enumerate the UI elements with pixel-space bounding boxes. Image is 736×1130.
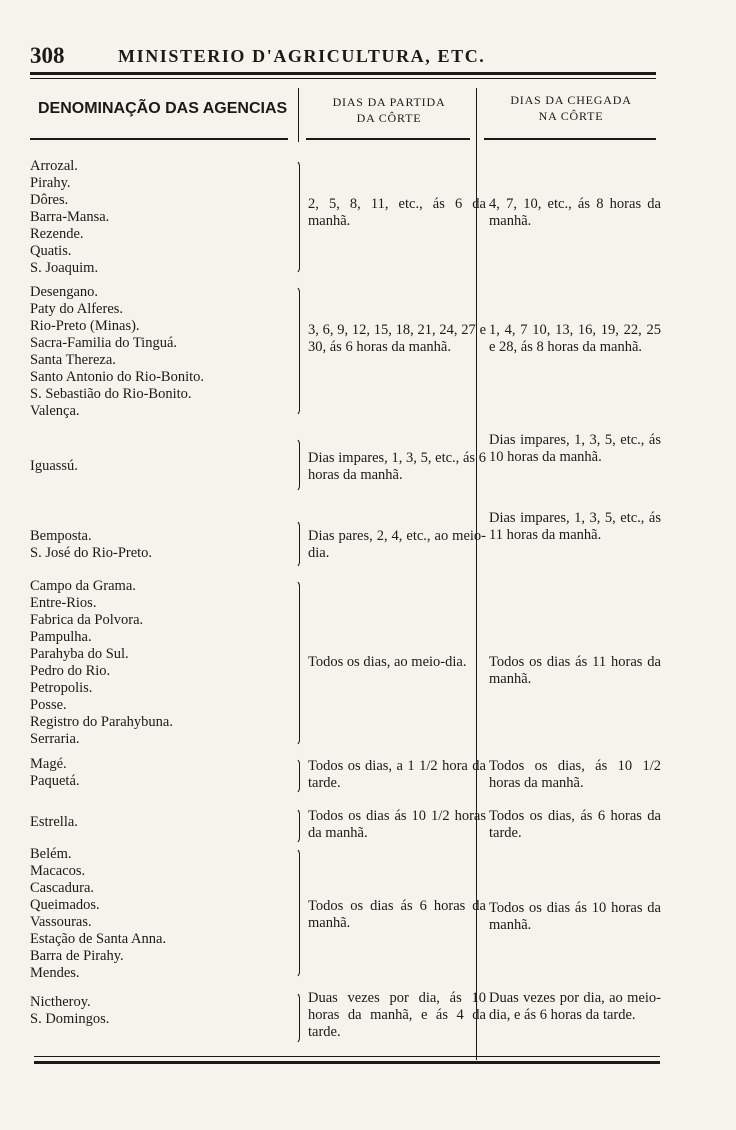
agency-name: Barra de Pirahy. bbox=[30, 948, 124, 964]
group-brace bbox=[294, 848, 300, 978]
group-brace bbox=[294, 438, 300, 492]
agency-name: Iguassú. bbox=[30, 458, 78, 474]
agency-names bbox=[30, 994, 295, 1028]
bottom-rule-thin bbox=[34, 1056, 660, 1057]
agency-name: Arrozal. bbox=[30, 158, 78, 174]
agency-names bbox=[30, 528, 295, 562]
top-rule-thick bbox=[30, 72, 656, 75]
agency-name: S. Domingos. bbox=[30, 1011, 110, 1027]
agency-group bbox=[30, 578, 660, 750]
agency-group bbox=[30, 158, 660, 278]
column-heading-agencies: DENOMINAÇÃO DAS AGENCIAS bbox=[38, 100, 288, 117]
departure-heading-line1: DIAS DA PARTIDA bbox=[332, 95, 446, 109]
bottom-rule-thick bbox=[34, 1061, 660, 1064]
agency-name: Vassouras. bbox=[30, 914, 92, 930]
agency-name: Santo Antonio do Rio-Bonito. bbox=[30, 369, 205, 385]
arrival-schedule: 4, 7, 10, etc., ás 8 horas da manhã. bbox=[489, 196, 661, 229]
agency-name: Desengano. bbox=[30, 284, 99, 300]
agency-names bbox=[30, 458, 295, 475]
group-brace bbox=[294, 992, 300, 1044]
agency-name: Paty do Alferes. bbox=[30, 301, 124, 317]
agency-name: Paquetá. bbox=[30, 773, 80, 789]
agency-name: Magé. bbox=[30, 756, 67, 772]
agency-names bbox=[30, 846, 295, 982]
departure-heading-line2: DA CÔRTE bbox=[356, 111, 422, 125]
agency-names bbox=[30, 158, 295, 277]
agency-name: Parahyba do Sul. bbox=[30, 646, 129, 662]
departure-schedule: Dias pares, 2, 4, etc., ao meio-dia. bbox=[308, 528, 486, 561]
agency-name: Estação de Santa Anna. bbox=[30, 931, 167, 947]
page-number: 308 bbox=[30, 43, 65, 68]
group-brace bbox=[294, 286, 300, 416]
arrival-schedule: Todos os dias ás 10 horas da manhã. bbox=[489, 900, 661, 933]
agency-names bbox=[30, 578, 295, 748]
departure-schedule: Todos os dias ás 10 1/2 horas da manhã. bbox=[308, 808, 486, 841]
departure-schedule: Dias impares, 1, 3, 5, etc., ás 6 horas da manhã. bbox=[308, 450, 486, 483]
agency-name: S. José do Rio-Preto. bbox=[30, 545, 153, 561]
agency-name: Petropolis. bbox=[30, 680, 93, 696]
departure-schedule: Duas vezes por dia, ás 10 horas da manhã, e ás 4 da tarde. bbox=[308, 990, 486, 1040]
departure-schedule: Todos os dias, a 1 1/2 hora da tarde. bbox=[308, 758, 486, 791]
agency-name: Cascadura. bbox=[30, 880, 95, 896]
agency-names bbox=[30, 284, 295, 420]
agency-name: Nictheroy. bbox=[30, 994, 91, 1010]
agency-name: Entre-Rios. bbox=[30, 595, 97, 611]
arrival-schedule: Todos os dias ás 11 horas da manhã. bbox=[489, 654, 661, 687]
departure-schedule: Todos os dias ás 6 horas da manhã. bbox=[308, 898, 486, 931]
agency-name: Pampulha. bbox=[30, 629, 92, 645]
running-title: MINISTERIO D'AGRICULTURA, ETC. bbox=[118, 46, 486, 66]
heading-rule-agencies bbox=[30, 138, 288, 140]
agency-name: S. Joaquim. bbox=[30, 260, 99, 276]
arrival-heading-line1: DIAS DA CHEGADA bbox=[510, 93, 632, 107]
agency-name: Rezende. bbox=[30, 226, 84, 242]
column-heading-departure bbox=[308, 94, 470, 126]
agency-name: Pirahy. bbox=[30, 175, 71, 191]
group-brace bbox=[294, 580, 300, 746]
group-brace bbox=[294, 520, 300, 568]
arrival-schedule: Dias impares, 1, 3, 5, etc., ás 10 horas da manhã. bbox=[489, 432, 661, 465]
heading-rule-arrival bbox=[484, 138, 656, 140]
agency-name: Posse. bbox=[30, 697, 67, 713]
heading-rule-departure bbox=[306, 138, 470, 140]
agency-group bbox=[30, 510, 660, 570]
arrival-schedule: 1, 4, 7 10, 13, 16, 19, 22, 25 e 28, ás 8 horas da manhã. bbox=[489, 322, 661, 355]
departure-schedule: 3, 6, 9, 12, 15, 18, 21, 24, 27 e 30, ás 6 horas da manhã. bbox=[308, 322, 486, 355]
agency-names bbox=[30, 756, 295, 790]
group-brace bbox=[294, 160, 300, 274]
arrival-schedule: Dias impares, 1, 3, 5, etc., ás 11 horas da manhã. bbox=[489, 510, 661, 543]
agency-name: Bemposta. bbox=[30, 528, 92, 544]
agency-name: S. Sebastião do Rio-Bonito. bbox=[30, 386, 192, 402]
agency-group bbox=[30, 806, 660, 846]
agency-name: Dôres. bbox=[30, 192, 69, 208]
group-brace bbox=[294, 758, 300, 794]
page-header bbox=[30, 40, 660, 70]
agency-name: Belém. bbox=[30, 846, 72, 862]
agency-name: Pedro do Rio. bbox=[30, 663, 111, 679]
arrival-schedule: Todos os dias, ás 6 horas da tarde. bbox=[489, 808, 661, 841]
agency-name: Valença. bbox=[30, 403, 80, 419]
agency-group bbox=[30, 756, 660, 796]
agency-name: Mendes. bbox=[30, 965, 80, 981]
arrival-heading-line2: NA CÔRTE bbox=[538, 109, 604, 123]
agency-group bbox=[30, 846, 660, 986]
arrival-schedule: Duas vezes por dia, ao meio-dia, e ás 6 horas da tarde. bbox=[489, 990, 661, 1023]
agency-name: Quatis. bbox=[30, 243, 72, 259]
agency-name: Registro do Parahybuna. bbox=[30, 714, 173, 730]
top-rule-thin bbox=[30, 78, 656, 79]
agency-name: Estrella. bbox=[30, 814, 78, 830]
agency-names bbox=[30, 814, 295, 831]
agency-name: Macacos. bbox=[30, 863, 86, 879]
agency-name: Rio-Preto (Minas). bbox=[30, 318, 140, 334]
arrival-schedule: Todos os dias, ás 10 1/2 horas da manhã. bbox=[489, 758, 661, 791]
column-heading-arrival bbox=[490, 92, 652, 124]
agency-name: Sacra-Familia do Tinguá. bbox=[30, 335, 178, 351]
agency-name: Santa Thereza. bbox=[30, 352, 116, 368]
departure-schedule: 2, 5, 8, 11, etc., ás 6 da manhã. bbox=[308, 196, 486, 229]
group-brace bbox=[294, 808, 300, 844]
column-divider-1 bbox=[298, 88, 299, 142]
departure-schedule: Todos os dias, ao meio-dia. bbox=[308, 654, 467, 670]
agency-group bbox=[30, 990, 660, 1048]
agency-name: Serraria. bbox=[30, 731, 80, 747]
agency-name: Campo da Grama. bbox=[30, 578, 136, 594]
agency-name: Fabrica da Polvora. bbox=[30, 612, 144, 628]
agency-group bbox=[30, 284, 660, 424]
agency-name: Barra-Mansa. bbox=[30, 209, 110, 225]
agency-group bbox=[30, 432, 660, 492]
agency-name: Queimados. bbox=[30, 897, 100, 913]
